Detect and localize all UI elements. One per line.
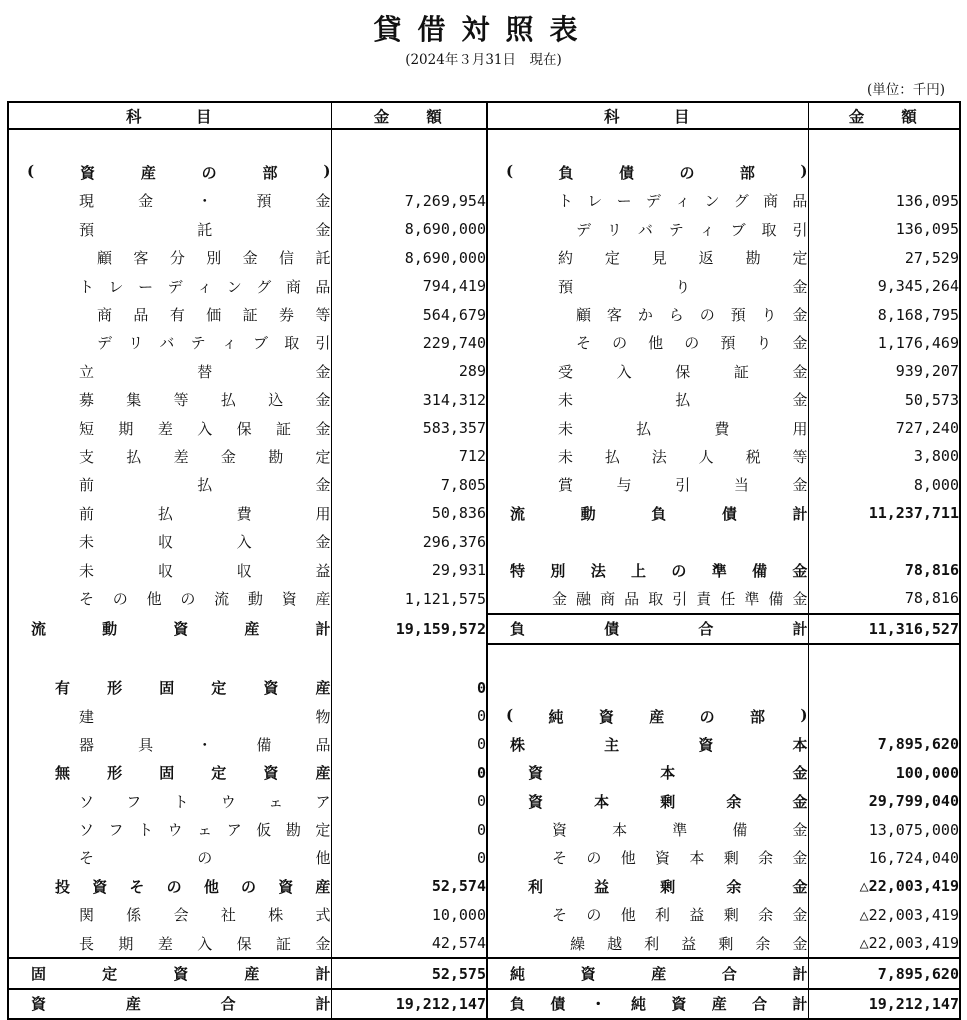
liability-equity-subject-label: そ の 他 資 本 剰 余 金 (552, 849, 808, 868)
liability-equity-amount: 27,529 (808, 244, 960, 272)
liability-equity-amount (808, 644, 960, 673)
asset-subject (8, 702, 331, 730)
asset-amount: 564,679 (331, 300, 487, 328)
liability-equity-subject-label: ト レ ー デ ィ ン グ 商 品 (558, 192, 808, 211)
table-row (8, 730, 960, 758)
asset-subject (8, 272, 331, 300)
asset-subject-label: 商 品 有 価 証 券 等 (97, 306, 331, 325)
liability-equity-amount: 3,800 (808, 442, 960, 470)
asset-amount (331, 644, 487, 673)
table-row (8, 958, 960, 988)
table-row (8, 702, 960, 730)
asset-amount: 0 (331, 815, 487, 843)
asset-amount: 19,212,147 (331, 989, 487, 1019)
table-row (8, 442, 960, 470)
liability-equity-amount: 11,237,711 (808, 499, 960, 527)
asset-subject-label: デ リ バ テ ィ ブ 取 引 (97, 334, 331, 353)
table-row (8, 644, 960, 673)
liability-equity-subject-label: 資 本 準 備 金 (552, 821, 808, 840)
table-row (8, 272, 960, 300)
table-header-row (8, 102, 960, 129)
liability-equity-amount: 13,075,000 (808, 815, 960, 843)
asset-subject (8, 329, 331, 357)
asset-subject-label: 前 払 金 (79, 476, 331, 495)
asset-subject (8, 644, 331, 673)
page-title: 貸借対照表 (373, 13, 594, 46)
asset-subject (8, 499, 331, 527)
liability-equity-amount: 727,240 (808, 414, 960, 442)
liability-equity-amount: 8,000 (808, 471, 960, 499)
liability-equity-subject (487, 527, 808, 555)
liability-equity-subject-label: 負 債 合 計 (510, 620, 808, 639)
liability-equity-subject (487, 958, 808, 988)
liability-equity-subject (487, 556, 808, 584)
asset-subject-label: そ の 他 (79, 849, 331, 868)
asset-amount: 314,312 (331, 386, 487, 414)
asset-amount (331, 158, 487, 186)
liability-equity-amount (808, 673, 960, 701)
liability-equity-amount: 8,168,795 (808, 300, 960, 328)
asset-subject (8, 187, 331, 215)
asset-subject (8, 929, 331, 958)
table-row (8, 614, 960, 644)
header-right-subject: 科 目 (487, 102, 808, 129)
asset-subject (8, 958, 331, 988)
liability-equity-subject-label: 未 払 金 (558, 391, 808, 410)
liability-equity-subject (487, 272, 808, 300)
liability-equity-subject (487, 815, 808, 843)
asset-subject-label: 建 物 (79, 707, 331, 726)
liability-equity-subject (487, 702, 808, 730)
liability-equity-amount: △22,003,419 (808, 929, 960, 958)
liability-equity-amount (808, 129, 960, 158)
asset-amount: 52,575 (331, 958, 487, 988)
liability-equity-subject (487, 442, 808, 470)
liability-equity-subject (487, 989, 808, 1019)
asset-subject (8, 730, 331, 758)
liability-equity-subject-label: ( 負 債 の 部 ) (506, 162, 808, 183)
liability-equity-subject-label: 利 益 剰 余 金 (528, 877, 808, 896)
balance-sheet-table (7, 101, 961, 1020)
liability-equity-amount: 939,207 (808, 357, 960, 385)
asset-subject (8, 129, 331, 158)
table-row (8, 244, 960, 272)
liability-equity-amount: 50,573 (808, 386, 960, 414)
liability-equity-amount (808, 702, 960, 730)
as-of-date: (2024年３月31日 現在) (405, 52, 562, 68)
asset-subject (8, 989, 331, 1019)
table-row (8, 357, 960, 385)
asset-amount: 583,357 (331, 414, 487, 442)
header-right-amount: 金 額 (808, 102, 960, 129)
asset-subject (8, 901, 331, 929)
liability-equity-subject-label: 流 動 負 債 計 (510, 504, 808, 523)
asset-amount: 52,574 (331, 872, 487, 900)
liability-equity-subject-label: 賞 与 引 当 金 (558, 476, 808, 495)
asset-amount: 7,269,954 (331, 187, 487, 215)
asset-amount: 7,805 (331, 471, 487, 499)
asset-subject (8, 584, 331, 613)
asset-subject (8, 357, 331, 385)
asset-subject-label: 器 具 ・ 備 品 (79, 735, 331, 754)
table-row (8, 872, 960, 900)
liability-equity-amount (808, 527, 960, 555)
asset-amount: 19,159,572 (331, 614, 487, 644)
asset-subject-label: 前 払 費 用 (79, 504, 331, 523)
table-row (8, 300, 960, 328)
asset-subject-label: 投 資 そ の 他 の 資 産 (55, 877, 331, 896)
asset-amount: 50,836 (331, 499, 487, 527)
asset-subject-label: 現 金 ・ 預 金 (79, 192, 331, 211)
header-left-amount: 金 額 (331, 102, 487, 129)
liability-equity-amount: 19,212,147 (808, 989, 960, 1019)
asset-subject-label: ト レ ー デ ィ ン グ 商 品 (79, 277, 331, 296)
liability-equity-subject-label: 繰 越 利 益 剰 余 金 (570, 934, 808, 953)
liability-equity-amount: 16,724,040 (808, 844, 960, 872)
asset-subject (8, 215, 331, 243)
asset-subject (8, 244, 331, 272)
liability-equity-amount: 29,799,040 (808, 787, 960, 815)
liability-equity-subject (487, 357, 808, 385)
asset-subject-label: 顧 客 分 別 金 信 託 (97, 249, 331, 268)
table-row (8, 989, 960, 1019)
liability-equity-subject (487, 644, 808, 673)
table-row (8, 901, 960, 929)
liability-equity-subject (487, 244, 808, 272)
table-row (8, 471, 960, 499)
asset-amount: 0 (331, 673, 487, 701)
liability-equity-subject-label: 預 り 金 (558, 277, 808, 296)
asset-subject (8, 614, 331, 644)
liability-equity-subject (487, 929, 808, 958)
asset-amount: 42,574 (331, 929, 487, 958)
liability-equity-subject (487, 614, 808, 644)
liability-equity-subject (487, 329, 808, 357)
table-row (8, 556, 960, 584)
asset-subject-label: 流 動 資 産 計 (31, 620, 331, 639)
liability-equity-subject-label: 資 本 剰 余 金 (528, 792, 808, 811)
table-row (8, 187, 960, 215)
asset-amount: 0 (331, 730, 487, 758)
liability-equity-subject-label: 負 債 ・ 純 資 産 合 計 (510, 995, 808, 1014)
liability-equity-subject (487, 844, 808, 872)
asset-subject-label: 資 産 合 計 (31, 995, 331, 1014)
asset-subject (8, 872, 331, 900)
liability-equity-subject (487, 901, 808, 929)
asset-subject (8, 759, 331, 787)
table-row (8, 215, 960, 243)
liability-equity-subject (487, 471, 808, 499)
asset-amount: 0 (331, 787, 487, 815)
liability-equity-subject (487, 759, 808, 787)
asset-subject-label: 短 期 差 入 保 証 金 (79, 419, 331, 438)
asset-amount: 229,740 (331, 329, 487, 357)
liability-equity-subject-label: そ の 他 の 預 り 金 (576, 334, 808, 353)
asset-subject-label: 未 収 収 益 (79, 561, 331, 580)
asset-subject (8, 414, 331, 442)
asset-amount: 8,690,000 (331, 244, 487, 272)
asset-subject-label: そ の 他 の 流 動 資 産 (79, 590, 331, 609)
asset-amount: 712 (331, 442, 487, 470)
table-row (8, 844, 960, 872)
asset-amount (331, 129, 487, 158)
liability-equity-subject (487, 187, 808, 215)
asset-subject-label: 有 形 固 定 資 産 (55, 679, 331, 698)
asset-subject-label: 募 集 等 払 込 金 (79, 391, 331, 410)
liability-equity-subject-label: そ の 他 利 益 剰 余 金 (552, 906, 808, 925)
table-row (8, 329, 960, 357)
asset-subject (8, 386, 331, 414)
table-row (8, 129, 960, 158)
liability-equity-subject (487, 787, 808, 815)
liability-equity-amount: 78,816 (808, 584, 960, 613)
asset-subject-label: 無 形 固 定 資 産 (55, 764, 331, 783)
table-row (8, 673, 960, 701)
liability-equity-subject-label: 株 主 資 本 (510, 735, 808, 754)
asset-subject (8, 442, 331, 470)
table-row (8, 584, 960, 613)
liability-equity-subject (487, 673, 808, 701)
liability-equity-subject (487, 386, 808, 414)
table-row (8, 815, 960, 843)
liability-equity-subject-label: 顧 客 か ら の 預 り 金 (576, 306, 808, 325)
asset-subject-label: 固 定 資 産 計 (31, 965, 331, 984)
liability-equity-amount: 11,316,527 (808, 614, 960, 644)
asset-subject (8, 471, 331, 499)
liability-equity-subject (487, 584, 808, 613)
liability-equity-amount: 136,095 (808, 187, 960, 215)
table-row (8, 929, 960, 958)
asset-subject-label: 未 収 入 金 (79, 533, 331, 552)
asset-amount: 1,121,575 (331, 584, 487, 613)
asset-subject (8, 787, 331, 815)
table-row (8, 158, 960, 186)
asset-subject-label: ソ フ ト ウ ェ ア 仮 勘 定 (79, 821, 331, 840)
liability-equity-amount: 1,176,469 (808, 329, 960, 357)
asset-amount: 0 (331, 759, 487, 787)
asset-subject-label: 立 替 金 (79, 362, 331, 381)
liability-equity-subject-label: 純 資 産 合 計 (510, 965, 808, 984)
liability-equity-amount (808, 158, 960, 186)
table-row (8, 759, 960, 787)
liability-equity-amount: 7,895,620 (808, 958, 960, 988)
liability-equity-amount: 136,095 (808, 215, 960, 243)
liability-equity-amount: 78,816 (808, 556, 960, 584)
asset-subject-label: ( 資 産 の 部 ) (27, 162, 331, 183)
liability-equity-subject-label: 未 払 費 用 (558, 419, 808, 438)
liability-equity-subject (487, 300, 808, 328)
asset-amount: 0 (331, 844, 487, 872)
liability-equity-subject-label: 約 定 見 返 勘 定 (558, 249, 808, 268)
asset-subject (8, 673, 331, 701)
asset-amount: 0 (331, 702, 487, 730)
table-row (8, 414, 960, 442)
liability-equity-subject-label: 金 融 商 品 取 引 責 任 準 備 金 (552, 589, 808, 608)
asset-amount: 8,690,000 (331, 215, 487, 243)
liability-equity-subject-label: デ リ バ テ ィ ブ 取 引 (576, 220, 808, 239)
asset-subject-label: 支 払 差 金 勘 定 (79, 447, 331, 466)
liability-equity-subject (487, 129, 808, 158)
liability-equity-subject (487, 730, 808, 758)
table-row (8, 386, 960, 414)
asset-subject (8, 556, 331, 584)
asset-subject (8, 844, 331, 872)
asset-subject-label: ソ フ ト ウ ェ ア (79, 792, 331, 811)
asset-subject (8, 527, 331, 555)
liability-equity-subject (487, 872, 808, 900)
asset-subject (8, 300, 331, 328)
table-row (8, 527, 960, 555)
liability-equity-amount: 7,895,620 (808, 730, 960, 758)
liability-equity-subject-label: 特 別 法 上 の 準 備 金 (510, 561, 808, 580)
liability-equity-subject (487, 158, 808, 186)
liability-equity-amount: 100,000 (808, 759, 960, 787)
liability-equity-subject (487, 414, 808, 442)
table-row (8, 499, 960, 527)
asset-subject (8, 815, 331, 843)
asset-subject-label: 関 係 会 社 株 式 (79, 906, 331, 925)
liability-equity-amount: △22,003,419 (808, 901, 960, 929)
asset-amount: 289 (331, 357, 487, 385)
liability-equity-subject (487, 499, 808, 527)
asset-subject-label: 預 託 金 (79, 220, 331, 239)
liability-equity-subject-label: 資 本 金 (528, 764, 808, 783)
liability-equity-amount: 9,345,264 (808, 272, 960, 300)
liability-equity-subject-label: 受 入 保 証 金 (558, 362, 808, 381)
asset-amount: 29,931 (331, 556, 487, 584)
liability-equity-subject-label: ( 純 資 産 の 部 ) (506, 705, 808, 726)
asset-amount: 10,000 (331, 901, 487, 929)
liability-equity-subject (487, 215, 808, 243)
asset-subject-label: 長 期 差 入 保 証 金 (79, 934, 331, 953)
liability-equity-subject-label: 未 払 法 人 税 等 (558, 447, 808, 466)
unit-label: (単位：千円) (866, 82, 945, 98)
header-left-subject: 科 目 (8, 102, 331, 129)
asset-amount: 296,376 (331, 527, 487, 555)
table-row (8, 787, 960, 815)
liability-equity-amount: △22,003,419 (808, 872, 960, 900)
asset-subject (8, 158, 331, 186)
asset-amount: 794,419 (331, 272, 487, 300)
